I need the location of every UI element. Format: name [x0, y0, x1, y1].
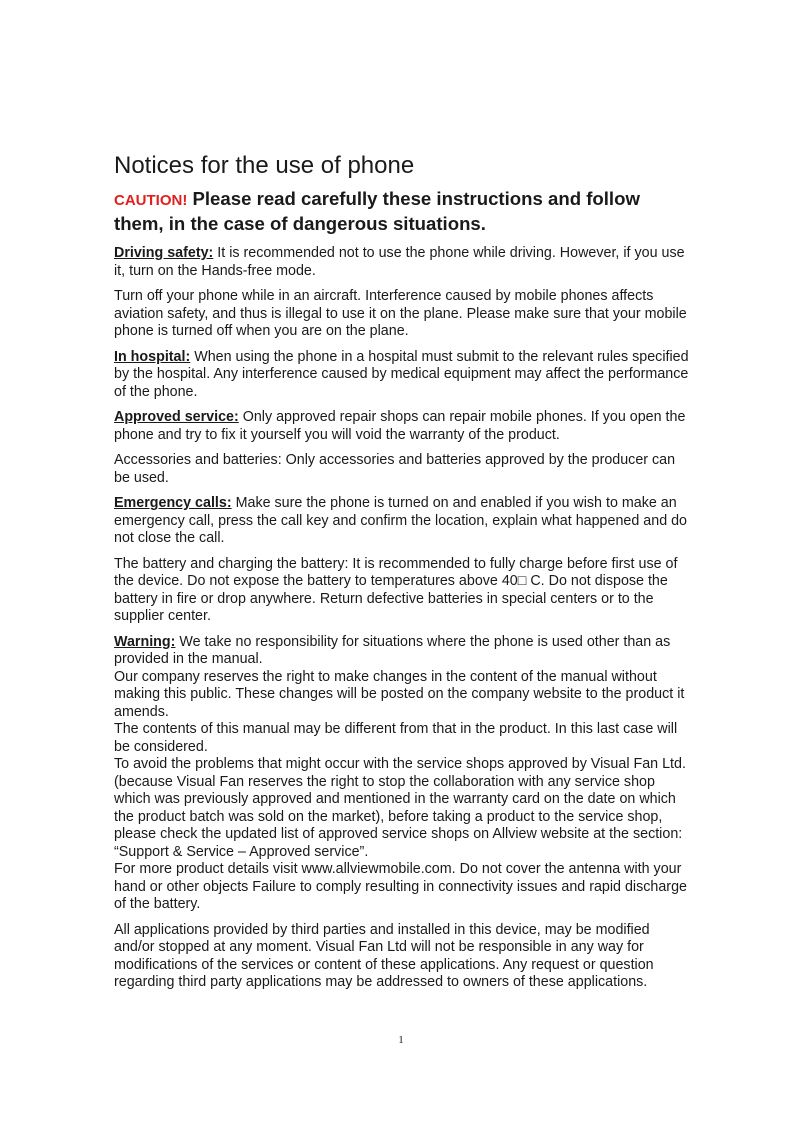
driving-safety-label: Driving safety:	[114, 245, 214, 261]
hospital-paragraph	[114, 349, 694, 402]
emergency-calls-text: Make sure the phone is turned on and enabled if you wish to make an emergency call, press the call key and confirm the location, explain what happened and do not close the call.	[114, 495, 688, 546]
emergency-calls-paragraph	[114, 495, 694, 548]
driving-safety-text: It is recommended not to use the phone while driving. However, if you use it, turn on the Hands-free mode.	[114, 245, 685, 279]
battery-paragraph: The battery and charging the battery: It is recommended to fully charge before first use of the device. Do not expose the battery to temperatures above 40□ C. Do not dispose the battery in fire or drop anywhere. Return defective batteries in special centers or to the supplier center.	[114, 555, 678, 624]
contents-paragraph: The contents of this manual may be different from that in the product. In this last case will be considered.	[114, 721, 678, 755]
third-party-applications-paragraph: All applications provided by third parties and installed in this device, may be modified and/or stopped at any moment. Visual Fan Ltd will not be responsible in any way for modifications of the services or content of these applications. Any request or question regarding third party applications may be addressed to owners of these applications.	[114, 921, 654, 990]
approved-service-text: Only approved repair shops can repair mobile phones. If you open the phone and try to fix it yourself you will void the warranty of the product.	[114, 409, 686, 443]
hospital-label: In hospital:	[114, 348, 191, 365]
emergency-calls-label: Emergency calls:	[114, 495, 232, 511]
warning-label: Warning:	[114, 633, 176, 650]
page-title: Notices for the use of phone	[114, 152, 415, 179]
company-paragraph: Our company reserves the right to make changes in the content of the manual without making this public. These changes will be posted on the company website to the product it amends.	[114, 668, 685, 720]
caution-heading	[114, 187, 694, 235]
warning-paragraph	[114, 634, 694, 669]
product-details-paragraph: For more product details visit www.allviewmobile.com. Do not cover the antenna with your hand or other objects Failure to comply resulting in connectivity issues and rapid discharge of the battery.	[114, 861, 687, 912]
warning-text: We take no responsibility for situations where the phone is used other than as provided in the manual.	[114, 633, 671, 667]
caution-text: Please read carefully these instructions and follow them, in the case of dangerous situations.	[114, 188, 640, 234]
hospital-text: When using the phone in a hospital must submit to the relevant rules specified by the hospital. Any interference caused by medical equipment may affect the performance of the phone.	[114, 348, 689, 400]
page-number: 1	[398, 1034, 404, 1046]
aircraft-paragraph: Turn off your phone while in an aircraft. Interference caused by mobile phones affects aviation safety, and thus is illegal to use it on the plane. Please make sure that your mobile phone is turned off when you are on the plane.	[114, 288, 687, 339]
page-content	[114, 152, 694, 1000]
accessories-paragraph: Accessories and batteries: Only accessories and batteries approved by the producer can be used.	[114, 452, 676, 486]
service-shops-paragraph: To avoid the problems that might occur with the service shops approved by Visual Fan Ltd. (because Visual Fan reserves the right to stop the collaboration with any service shop which was previously approved and mentioned in the warranty card on the date on which the product batch was sold on the market), before taking a product to the service shop, please check the updated list of approved service shops on Allview website at the section: “Support & Service – Approved service”.	[114, 756, 686, 860]
caution-label: CAUTION!	[114, 192, 188, 209]
driving-safety-paragraph	[114, 245, 694, 280]
approved-service-paragraph	[114, 409, 694, 444]
approved-service-label: Approved service:	[114, 409, 239, 425]
